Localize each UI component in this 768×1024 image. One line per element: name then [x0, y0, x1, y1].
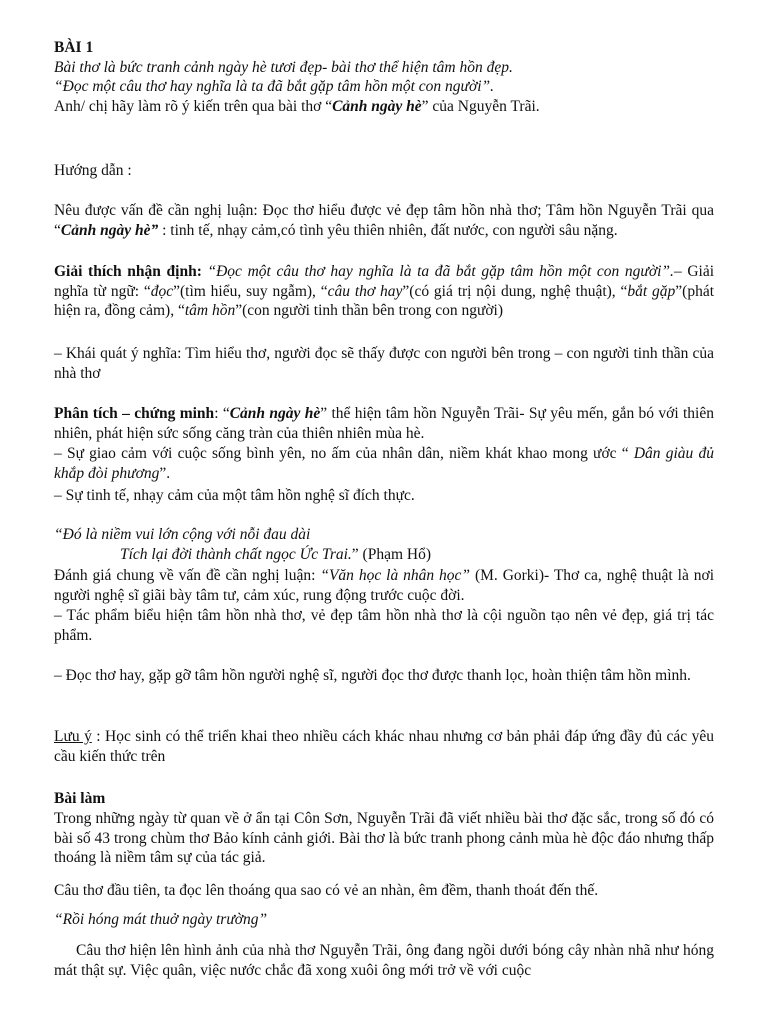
p2-label: Giải thích nhận định: [54, 263, 202, 280]
p1-text-a: Nêu được vấn đề cần nghị luận: Đọc thơ hiểu được vẻ đẹp tâm hồn nhà thơ; Tâm hồn Nguyễn Trãi qua “ [54, 202, 714, 239]
prompt-question-text-b: ” của Nguyễn Trãi. [421, 97, 540, 115]
prompt-question [54, 97, 714, 117]
poem-attribution: ” (Phạm Hổ) [351, 545, 431, 563]
guide-paragraph-1 [54, 201, 714, 240]
poem-line-2 [54, 545, 714, 565]
answer-paragraph-3: Câu thơ hiện lên hình ảnh của nhà thơ Nguyễn Trãi, ông đang ngồi dưới bóng cây nhàn nhã như hóng mát thật sự. Việc quân, việc nước chắc đã xong xuôi ông mới trở về với cuộc [54, 942, 714, 979]
p1-poem-title: Cảnh ngày hè” [60, 221, 159, 239]
guide-paragraph-9: – Đọc thơ hay, gặp gỡ tâm hồn người nghệ sĩ, người đọc thơ được thanh lọc, hoàn thiện tâm hồn mình. [54, 667, 691, 684]
p2-quote: “Đọc một câu thơ hay nghĩa là ta đã bắt gặp tâm hồn một con người”. [201, 263, 674, 280]
answer-quote: “Rồi hóng mát thuở ngày trường” [54, 911, 268, 928]
p1-text-b: : tinh tế, nhạy cảm,có tình yêu thiên nhiên, đất nước, con người sâu nặng. [158, 221, 618, 239]
p2-term-4: tâm hồn [184, 302, 236, 319]
poem-line-1: “Đó là niềm vui lớn cộng với nỗi đau dài [54, 526, 311, 543]
answer-paragraph-2: Câu thơ đầu tiên, ta đọc lên thoáng qua sao có vẻ an nhàn, êm đềm, thanh thoát đến thế. [54, 882, 599, 899]
poem-line-2-text: Tích lại đời thành chất ngọc Ức Trai. [120, 545, 352, 563]
note-paragraph [54, 727, 714, 766]
guide-paragraph-3: – Khái quát ý nghĩa: Tìm hiểu thơ, người đọc sẽ thấy được con người bên trong – con người tinh thần của nhà thơ [54, 345, 714, 382]
poem-quote-block [54, 525, 714, 564]
prompt-italic-line-1: Bài thơ là bức tranh cảnh ngày hè tươi đẹp- bài thơ thể hiện tâm hồn đẹp. [54, 58, 513, 76]
p4-text-a: : “ [214, 405, 230, 422]
guide-heading: Hướng dẫn : [54, 162, 132, 179]
p5-text-b: ”. [159, 464, 171, 482]
p2-term-1: đọc [150, 282, 174, 300]
p5-text-a: – Sự giao cảm với cuộc sống bình yên, no ấm của nhân dân, niềm khát khao mong ước “ [54, 445, 629, 462]
p7-text-b: (M. Gorki)- Thơ ca, nghệ thuật là nơi người nghệ sĩ giãi bày tâm tư, cảm xúc, rung động trước cuộc đời. [54, 567, 715, 604]
prompt-block [54, 38, 714, 116]
p4-label: Phân tích – chứng minh [54, 405, 215, 422]
p2-term-2: câu thơ hay [327, 282, 403, 300]
guide-paragraph-7 [54, 566, 714, 605]
poem-title: Cảnh ngày hè [332, 97, 422, 115]
answer-heading: Bài làm [54, 790, 106, 807]
guide-paragraph-5 [54, 444, 714, 483]
p4-text-b: ” thể hiện tâm hồn Nguyễn Trãi- Sự yêu mến, gắn bó với thiên nhiên, phát hiện sức sống căng tràn của thiên nhiên mùa hè. [54, 405, 714, 442]
guide-paragraph-6: – Sự tinh tế, nhạy cảm của một tâm hồn nghệ sĩ đích thực. [54, 487, 415, 504]
p2-text-d: ”(phát hiện ra, đồng cảm), “ [54, 282, 715, 319]
answer-paragraph-1: Trong những ngày từ quan về ở ẩn tại Côn Sơn, Nguyễn Trãi đã viết nhiều bài thơ đặc sắc, trong số đó có bài số 43 trong chùm thơ Bảo kính cảnh giới. Bài thơ là bức tranh phong cảnh mùa hè độc đáo nhưng thấp thoáng là niềm tâm sự của tác giả. [54, 810, 714, 866]
guide-paragraph-8: – Tác phẩm biểu hiện tâm hồn nhà thơ, vẻ đẹp tâm hồn nhà thơ là cội nguồn tạo nên vẻ đẹp, giá trị tác phẩm. [54, 607, 714, 644]
p7-text-a: Đánh giá chung về vấn đề cần nghị luận: [54, 567, 321, 584]
p2-text-b: ”(tìm hiểu, suy ngẫm), “ [173, 282, 328, 300]
guide-paragraph-4 [54, 404, 714, 443]
p2-term-3: bắt gặp [627, 282, 676, 300]
doc-title: BÀI 1 [54, 39, 94, 56]
p2-text-a: – Giải nghĩa từ ngữ: “ [54, 263, 715, 300]
p5-quote: Dân giàu đủ khắp đòi phương [54, 445, 714, 482]
note-text: : Học sinh có thể triển khai theo nhiều cách khác nhau nhưng cơ bản phải đáp ứng đầy đủ các yêu cầu kiến thức trên [54, 728, 714, 765]
p2-text-c: ”(có giá trị nội dung, nghệ thuật), “ [402, 282, 628, 300]
p4-poem-title: Cảnh ngày hè [229, 405, 321, 422]
p2-text-e: ”(con người tinh thần bên trong con người) [235, 302, 504, 319]
p7-quote: “Văn học là nhân học” [320, 567, 471, 584]
guide-paragraph-2 [54, 262, 714, 321]
prompt-italic-line-2: “Đọc một câu thơ hay nghĩa là ta đã bắt gặp tâm hồn một con người”. [54, 78, 495, 95]
note-label: Lưu ý [54, 728, 92, 745]
prompt-question-text-a: Anh/ chị hãy làm rõ ý kiến trên qua bài thơ “ [54, 97, 333, 115]
